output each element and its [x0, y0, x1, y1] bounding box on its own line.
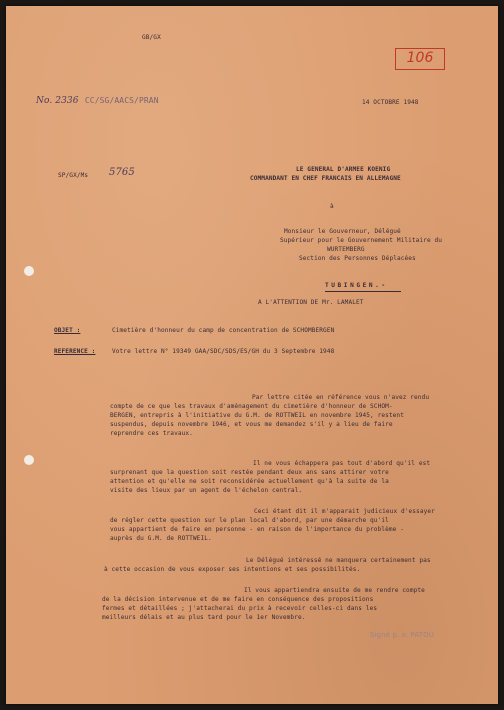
paragraph-4-line-1: Le Délégué intéressé ne manquera certainement pas — [246, 557, 431, 564]
paragraph-1-line-2: compte de ce que les travaux d'aménagement du cimetière d'honneur de SCHOM- — [110, 403, 393, 410]
to-word: à — [330, 203, 334, 210]
page-number-stamp: 106 — [395, 48, 445, 70]
paragraph-1-line-1: Par lettre citée en référence vous n'avez rendu — [252, 394, 430, 401]
paragraph-5-line-1: Il vous appartiendra ensuite de me rendre compte — [244, 587, 425, 594]
attention-line: A L'ATTENTION DE Mr. LAMALET — [258, 299, 364, 306]
recipient-line-2: Supérieur pour le Gouvernement Militaire du — [280, 237, 443, 244]
paragraph-5-line-2: de la décision intervenue et de me faire en conséquence des propositions — [102, 596, 374, 603]
paragraph-3-line-2: de régler cette question sur le plan local d'abord, par une démarche qu'il — [110, 517, 389, 524]
objet-label: OBJET : — [54, 327, 81, 334]
paragraph-5-line-4: meilleurs délais et au plus tard pour le 1er Novembre. — [102, 614, 306, 621]
paragraph-2-line-4: visite des lieux par un agent de l'échelon central. — [110, 487, 303, 494]
paragraph-3-line-1: Ceci étant dit il m'apparait judicieux d'essayer — [254, 508, 435, 515]
second-ref-code: SP/GX/Ms — [58, 172, 89, 179]
paragraph-2-line-2: surprenant que la question soit restée pendant deux ans sans attirer votre — [110, 469, 389, 476]
reference-number — [36, 97, 159, 105]
city-underline — [325, 291, 401, 292]
sender-line-1: LE GENERAL D'ARMEE KOENIG — [296, 166, 391, 173]
paragraph-2-line-3: attention et qu'elle ne soit reconsidérée actuellement qu'à la suite de la — [110, 478, 389, 485]
paragraph-1-line-3: BERGEN, entrepris à l'initiative du G.M. de ROTTWEIL en novembre 1945, restent — [110, 412, 404, 419]
paragraph-1-line-5: reprendre ces travaux. — [110, 430, 193, 437]
signature: Signé p. o. PATOU — [370, 631, 434, 639]
letter-date: 14 OCTOBRE 1948 — [362, 99, 419, 106]
reference-code: CC/SG/AACS/PRAN — [84, 96, 159, 105]
reference-label: REFERENCE : — [54, 348, 96, 355]
document-page — [6, 6, 498, 704]
paragraph-4-line-2: à cette occasion de vous exposer ses intentions et ses possibilités. — [104, 566, 361, 573]
recipient-line-3: WURTEMBERG — [327, 246, 365, 253]
reference-text: Votre lettre N° 19349 GAA/SDC/SDS/ES/GH du 3 Septembre 1948 — [112, 348, 335, 355]
paragraph-1-line-4: suspendus, depuis novembre 1946, et vous me demandez s'il y a lieu de faire — [110, 421, 393, 428]
top-code: GB/GX — [142, 34, 161, 41]
punch-hole-bottom — [24, 455, 34, 465]
punch-hole-top — [24, 266, 34, 276]
sender-line-2: COMMANDANT EN CHEF FRANCAIS EN ALLEMAGNE — [250, 175, 401, 182]
second-ref-number: 5765 — [109, 167, 135, 178]
recipient-city: TUBINGEN.- — [325, 282, 388, 289]
paragraph-3-line-3: vous appartient de faire en personne - en raison de l'importance du problème - — [110, 526, 404, 533]
recipient-line-1: Monsieur le Gouverneur, Délégué — [284, 228, 401, 235]
reference-number-text: No. 2336 — [36, 96, 79, 106]
objet-text: Cimetière d'honneur du camp de concentration de SCHOMBERGEN — [112, 327, 335, 334]
paragraph-2-line-1: Il ne vous échappera pas tout d'abord qu'il est — [253, 460, 431, 467]
paragraph-5-line-3: fermes et détaillées ; j'attacherai du prix à recevoir celles-ci dans les — [102, 605, 378, 612]
paragraph-3-line-4: auprès du G.M. de ROTTWEIL. — [110, 535, 212, 542]
recipient-line-4: Section des Personnes Déplacées — [299, 255, 416, 262]
